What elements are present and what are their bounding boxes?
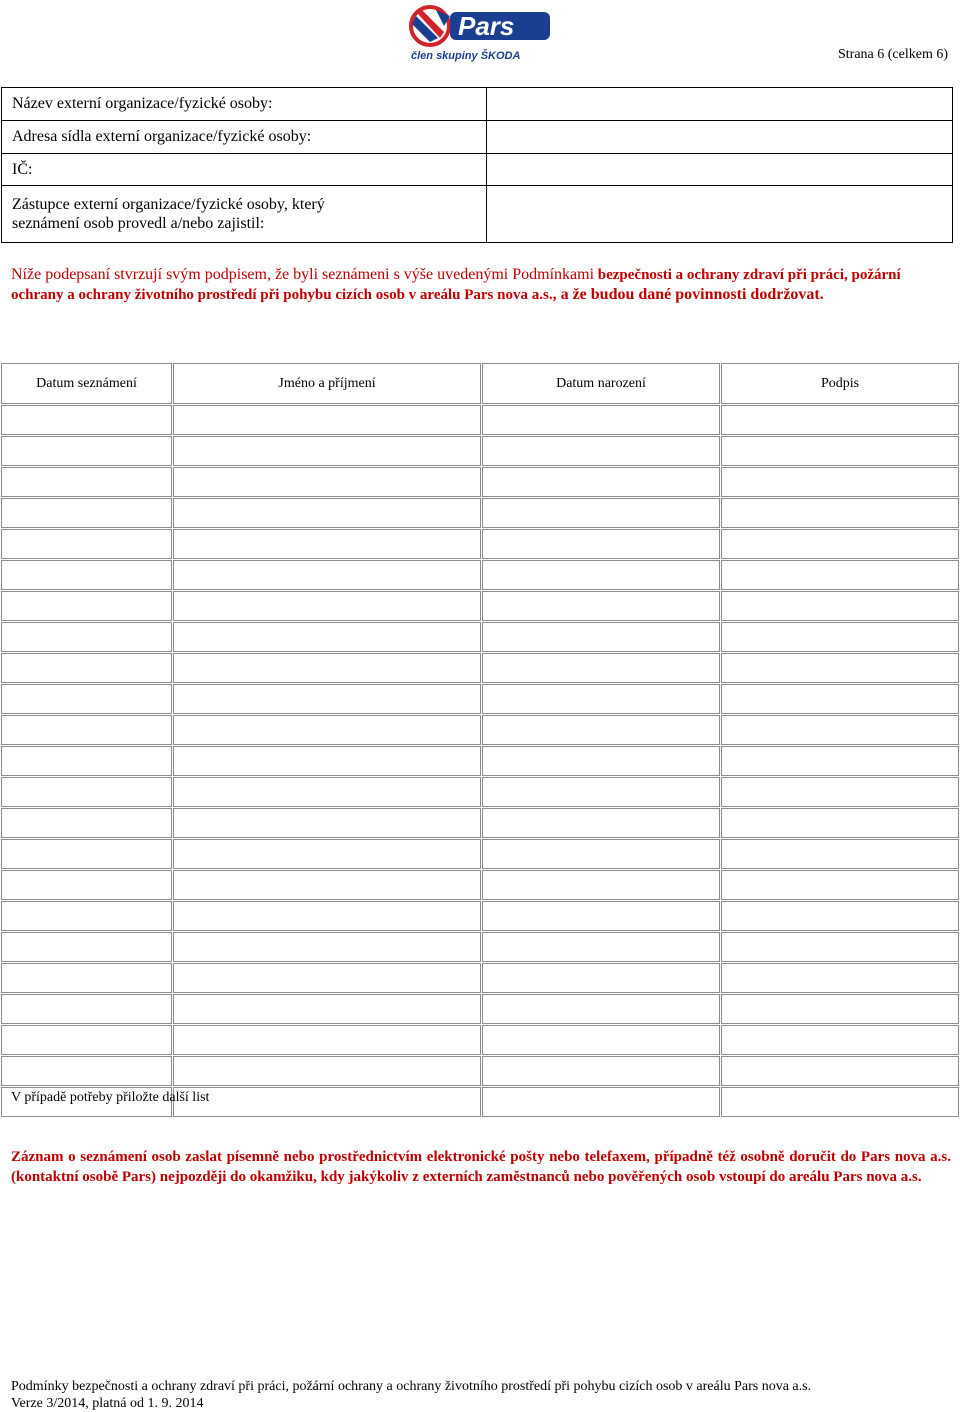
name-cell[interactable]: [173, 1025, 481, 1055]
name-cell[interactable]: [173, 684, 481, 714]
footer-version: Verze 3/2014, platná od 1. 9. 2014: [11, 1396, 204, 1411]
date-cell[interactable]: [1, 963, 172, 993]
name-cell[interactable]: [173, 746, 481, 776]
date-cell[interactable]: [1, 653, 172, 683]
org-address-field[interactable]: [487, 121, 953, 154]
submission-instructions: Záznam o seznámení osob zaslat písemně nebo prostřednictvím elektronické pošty nebo telefaxem, případně též osobně doručit do Pars nova a.s. (kontaktní osobě Pars) nejpozději do okamžiku, kdy jakýkoliv z externích zaměstnanců nebo pověřených osob vstoupí do areálu Pars nova a.s.: [11, 1149, 951, 1185]
date-cell[interactable]: [1, 839, 172, 869]
date-cell[interactable]: [1, 715, 172, 745]
date-cell[interactable]: [1, 436, 172, 466]
signature-cell[interactable]: [721, 560, 959, 590]
date-cell[interactable]: [1, 684, 172, 714]
signature-cell[interactable]: [721, 932, 959, 962]
signature-cell[interactable]: [721, 963, 959, 993]
birthdate-cell[interactable]: [482, 560, 720, 590]
signature-row: [1, 1056, 959, 1086]
col-header-name: Jméno a příjmení: [173, 363, 481, 404]
birthdate-cell[interactable]: [482, 498, 720, 528]
signature-cell[interactable]: [721, 994, 959, 1024]
page-number: Strana 6 (celkem 6): [837, 47, 948, 62]
birthdate-cell[interactable]: [482, 653, 720, 683]
signature-row: [1, 498, 959, 528]
birthdate-cell[interactable]: [482, 932, 720, 962]
organization-info-table: [1, 87, 953, 243]
date-cell[interactable]: [1, 622, 172, 652]
name-cell[interactable]: [173, 560, 481, 590]
name-cell[interactable]: [173, 808, 481, 838]
signature-row: [1, 901, 959, 931]
signature-cell[interactable]: [721, 1056, 959, 1086]
signature-row: [1, 653, 959, 683]
signature-row: [1, 994, 959, 1024]
signature-cell[interactable]: [721, 405, 959, 435]
signature-row: [1, 777, 959, 807]
signature-row: [1, 560, 959, 590]
date-cell[interactable]: [1, 405, 172, 435]
birthdate-cell[interactable]: [482, 622, 720, 652]
birthdate-cell[interactable]: [482, 901, 720, 931]
name-cell[interactable]: [173, 467, 481, 497]
org-id-field[interactable]: [487, 154, 953, 186]
signature-cell[interactable]: [721, 715, 959, 745]
org-address-label: Adresa sídla externí organizace/fyzické osoby:: [2, 121, 478, 154]
date-cell[interactable]: [1, 994, 172, 1024]
name-cell[interactable]: [173, 932, 481, 962]
signature-row: [1, 529, 959, 559]
name-cell[interactable]: [173, 529, 481, 559]
signature-cell[interactable]: [721, 591, 959, 621]
name-cell[interactable]: [173, 901, 481, 931]
org-representative-label: [2, 186, 478, 243]
name-cell[interactable]: [173, 405, 481, 435]
representative-label-line2: seznámení osob provedl a/nebo zajistil:: [12, 215, 265, 232]
signature-cell[interactable]: [721, 622, 959, 652]
signature-cell[interactable]: [721, 498, 959, 528]
birthdate-cell[interactable]: [482, 715, 720, 745]
signature-table-header: [1, 363, 959, 404]
date-cell[interactable]: [1, 932, 172, 962]
birthdate-cell[interactable]: [482, 1087, 720, 1117]
signature-row: [1, 746, 959, 776]
signature-row: [1, 839, 959, 869]
birthdate-cell[interactable]: [482, 994, 720, 1024]
statement-part2: bezpečnosti a ochrany zdraví při práci, požární ochrany a ochrany životního prostředí při pohybu cizích osob v areálu Pars nova a.s.: [11, 267, 901, 303]
signature-row: [1, 715, 959, 745]
name-cell[interactable]: [173, 715, 481, 745]
birthdate-cell[interactable]: [482, 746, 720, 776]
signature-row: [1, 963, 959, 993]
signature-row: [1, 622, 959, 652]
date-cell[interactable]: [1, 870, 172, 900]
date-cell[interactable]: [1, 746, 172, 776]
signature-cell[interactable]: [721, 901, 959, 931]
birthdate-cell[interactable]: [482, 839, 720, 869]
name-cell[interactable]: [173, 1087, 481, 1117]
org-representative-field[interactable]: [487, 186, 953, 243]
date-cell[interactable]: [1, 467, 172, 497]
date-cell[interactable]: [1, 498, 172, 528]
date-cell[interactable]: [1, 529, 172, 559]
signature-row: [1, 1025, 959, 1055]
signature-cell[interactable]: [721, 467, 959, 497]
date-cell[interactable]: [1, 901, 172, 931]
col-header-signature: Podpis: [721, 363, 959, 404]
signature-row: [1, 808, 959, 838]
name-cell[interactable]: [173, 653, 481, 683]
date-cell[interactable]: [1, 560, 172, 590]
signature-row: [1, 684, 959, 714]
name-cell[interactable]: [173, 777, 481, 807]
name-cell[interactable]: [173, 839, 481, 869]
birthdate-cell[interactable]: [482, 467, 720, 497]
name-cell[interactable]: [173, 963, 481, 993]
statement-part3: , a že budou dané povinnosti dodržovat.: [552, 286, 824, 303]
representative-label-line1: Zástupce externí organizace/fyzické osoby, který: [12, 196, 325, 213]
signature-cell[interactable]: [721, 839, 959, 869]
signature-row: [1, 932, 959, 962]
date-cell[interactable]: [1, 1025, 172, 1055]
signature-cell[interactable]: [721, 1025, 959, 1055]
birthdate-cell[interactable]: [482, 870, 720, 900]
birthdate-cell[interactable]: [482, 529, 720, 559]
birthdate-cell[interactable]: [482, 1025, 720, 1055]
signature-cell[interactable]: [721, 808, 959, 838]
name-cell[interactable]: [173, 1056, 481, 1086]
signature-row: [1, 405, 959, 435]
signature-cell[interactable]: [721, 777, 959, 807]
date-cell[interactable]: [1, 1056, 172, 1086]
signature-cell[interactable]: [721, 684, 959, 714]
statement-part1: Níže podepsaní stvrzují svým podpisem, že byli seznámeni s výše uvedenými Podmínkami: [11, 266, 595, 283]
date-cell[interactable]: [1, 808, 172, 838]
signature-row: [1, 467, 959, 497]
logo-wordmark: Pars: [458, 11, 515, 41]
acknowledgement-statement: [11, 265, 951, 305]
logo-subtitle: člen skupiny ŠKODA: [411, 50, 521, 62]
date-cell[interactable]: [1, 591, 172, 621]
col-header-date: Datum seznámení: [1, 363, 172, 404]
name-cell[interactable]: [173, 622, 481, 652]
birthdate-cell[interactable]: [482, 684, 720, 714]
name-cell[interactable]: [173, 436, 481, 466]
date-cell[interactable]: [1, 777, 172, 807]
birthdate-cell[interactable]: [482, 963, 720, 993]
signature-cell[interactable]: [721, 436, 959, 466]
signature-cell[interactable]: [721, 653, 959, 683]
signature-cell[interactable]: [721, 529, 959, 559]
extra-sheet-note: V případě potřeby přiložte další list: [11, 1090, 210, 1105]
footer-title: Podmínky bezpečnosti a ochrany zdraví při práci, požární ochrany a ochrany životního prostředí při pohybu cizích osob v areálu Pars nova a.s.: [11, 1379, 812, 1394]
birthdate-cell[interactable]: [482, 777, 720, 807]
signature-cell[interactable]: [721, 870, 959, 900]
signature-cell[interactable]: [721, 1087, 959, 1117]
signature-cell[interactable]: [721, 746, 959, 776]
org-name-field[interactable]: [487, 88, 953, 121]
birthdate-cell[interactable]: [482, 1056, 720, 1086]
name-cell[interactable]: [173, 591, 481, 621]
birthdate-cell[interactable]: [482, 405, 720, 435]
signature-table-body: [1, 405, 959, 1117]
birthdate-cell[interactable]: [482, 808, 720, 838]
signature-row: [1, 436, 959, 466]
birthdate-cell[interactable]: [482, 436, 720, 466]
name-cell[interactable]: [173, 994, 481, 1024]
name-cell[interactable]: [173, 498, 481, 528]
org-id-label: IČ:: [2, 154, 478, 186]
page-footer: [11, 1378, 811, 1412]
org-name-label: Název externí organizace/fyzické osoby:: [2, 88, 478, 121]
col-header-birthdate: Datum narození: [482, 363, 720, 404]
signature-row: [1, 591, 959, 621]
signature-table: [0, 362, 960, 1118]
name-cell[interactable]: [173, 870, 481, 900]
birthdate-cell[interactable]: [482, 591, 720, 621]
signature-row: [1, 870, 959, 900]
